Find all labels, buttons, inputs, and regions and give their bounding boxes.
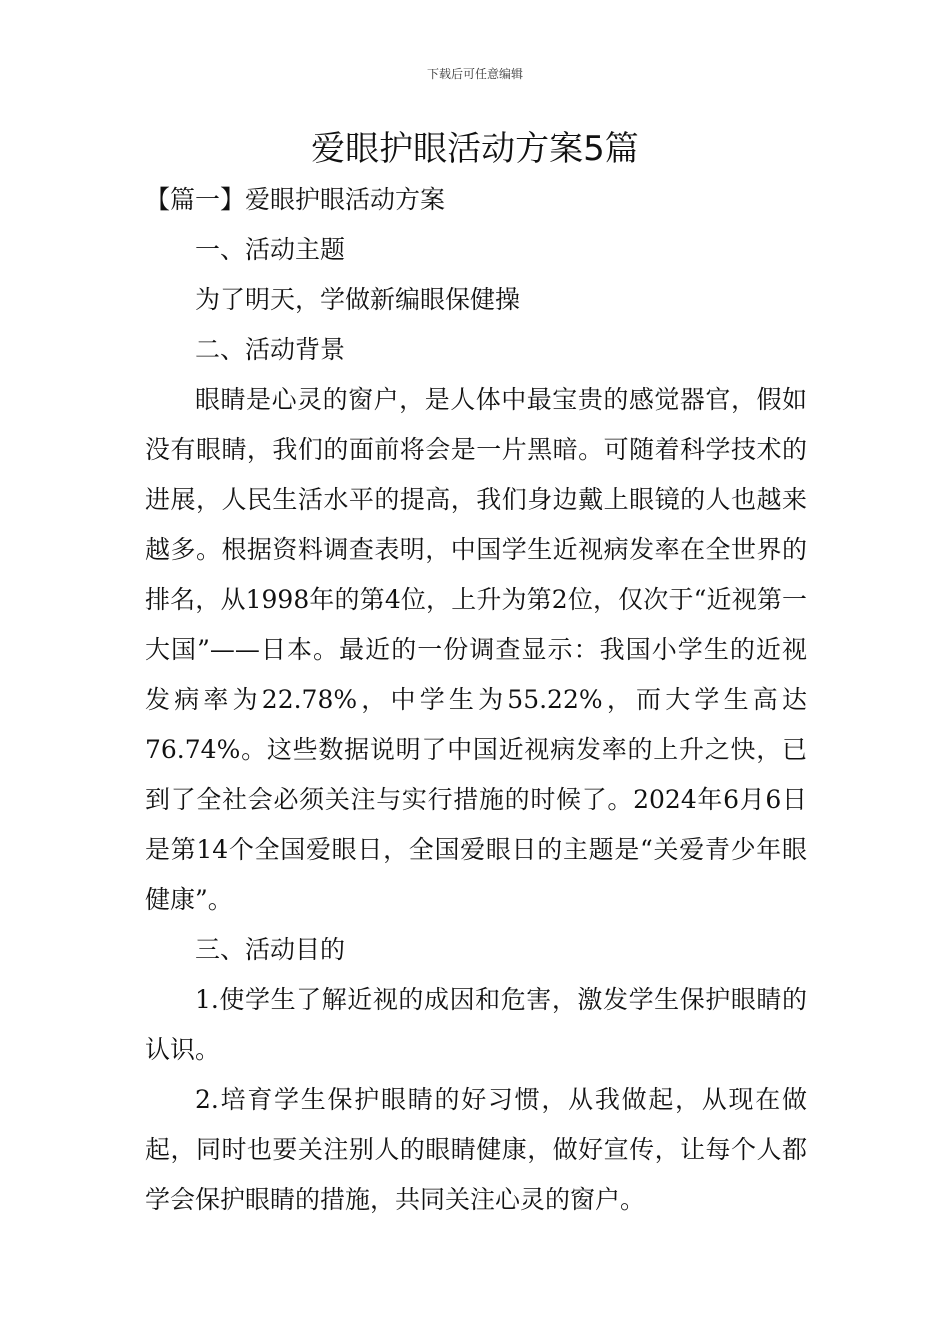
paragraph-theme-content: 为了明天，学做新编眼保健操 [195,285,521,314]
paragraph-purpose-item-2: 2.培育学生保护眼睛的好习惯，从我做起，从现在做起，同时也要关注别人的眼睛健康，做好宣传，让每个人都学会保护眼睛的措施，共同关注心灵的窗户。 [145,1085,807,1214]
paragraph-heading-theme: 一、活动主题 [195,235,346,264]
paragraph-background-content: 眼睛是心灵的窗户，是人体中最宝贵的感觉器官，假如没有眼睛，我们的面前将会是一片黑暗。可随着科学技术的进展，人民生活水平的提高，我们身边戴上眼镜的人也越来越多。根据资料调查表明，中国学生近视病发率在全世界的排名，从1998年的第4位，上升为第2位，仅次于“近视第一大国”——日本。最近的一份调查显示：我国小学生的近视发病率为22.78%，中学生为55.22%，而大学生高达76.74%。这些数据说明了中国近视病发率的上升之快，已到了全社会必须关注与实行措施的时候了。2024年6月6日是第14个全国爱眼日，全国爱眼日的主题是“关爱青少年眼健康”。 [145,385,807,914]
document-title: 爱眼护眼活动方案5篇 [311,129,639,169]
paragraph-heading-background: 二、活动背景 [195,335,346,364]
document-body [145,175,807,1225]
paragraph-purpose-item-1: 1.使学生了解近视的成因和危害，激发学生保护眼睛的认识。 [145,985,807,1064]
paragraph-heading-purpose: 三、活动目的 [195,935,346,964]
section-title: 【篇一】爱眼护眼活动方案 [145,185,446,214]
page-header: 下载后可任意编辑 [426,67,523,81]
